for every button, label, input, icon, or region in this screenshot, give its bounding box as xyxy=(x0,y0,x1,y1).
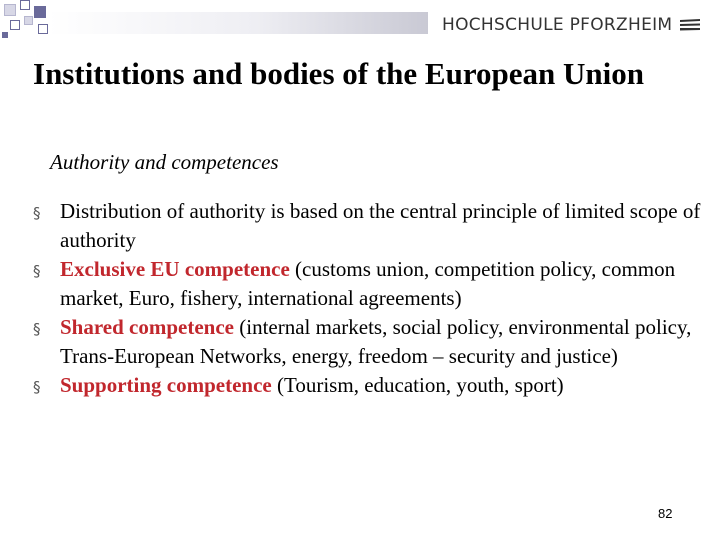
bullet-list xyxy=(33,197,705,400)
bullet-item xyxy=(33,197,705,255)
bullet-highlight: Shared competence xyxy=(60,315,234,339)
deco-square xyxy=(10,20,20,30)
deco-square xyxy=(38,24,48,34)
slide-subtitle: Authority and competences xyxy=(50,150,279,174)
deco-square xyxy=(20,0,30,10)
stripes-logo-icon xyxy=(678,18,702,32)
bullet-item xyxy=(33,371,705,400)
bullet-text: (customs union, competition policy, common market, Euro, fishery, international agreements) xyxy=(60,257,676,310)
bullet-marker-icon: § xyxy=(33,262,41,280)
bullet-marker-icon: § xyxy=(33,204,41,222)
slide-title: Institutions and bodies of the European Union xyxy=(33,56,644,91)
bullet-highlight: Exclusive EU competence xyxy=(60,257,290,281)
bullet-text: (internal markets, social policy, environmental policy, Trans-European Networks, energy, freedom – security and justice) xyxy=(60,315,692,368)
deco-square xyxy=(24,16,33,25)
bullet-text: (Tourism, education, youth, sport) xyxy=(271,373,564,397)
header-band xyxy=(48,12,428,34)
bullet-item xyxy=(33,313,705,371)
bullet-text: Distribution of authority is based on the central principle of limited scope of authority xyxy=(60,199,701,252)
page-number: 82 xyxy=(658,506,673,521)
logo-text: HOCHSCHULE PFORZHEIM xyxy=(442,15,673,35)
deco-square xyxy=(2,32,8,38)
deco-square xyxy=(4,4,16,16)
deco-square xyxy=(34,6,46,18)
bullet-item xyxy=(33,255,705,313)
bullet-marker-icon: § xyxy=(33,320,41,338)
university-logo xyxy=(442,15,702,35)
bullet-highlight: Supporting competence xyxy=(60,373,272,397)
bullet-marker-icon: § xyxy=(33,378,41,396)
